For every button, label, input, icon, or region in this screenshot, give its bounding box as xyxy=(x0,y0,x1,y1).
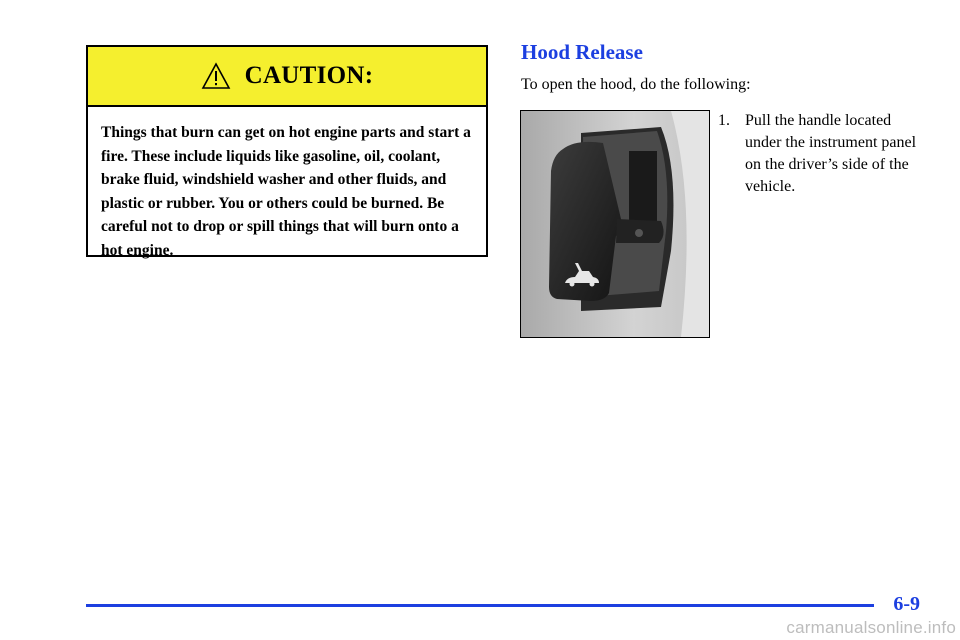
footer-rule xyxy=(86,604,874,607)
watermark: carmanualsonline.info xyxy=(786,618,956,637)
step-1 xyxy=(718,110,928,198)
caution-text: Things that burn can get on hot engine parts and start a fire. These include liquids like gasoline, oil, coolant, brake fluid, windshield washer and other fluids, and plastic or rubber. You or others could be burned. Be careful not to drop or spill things that will burn onto a hot engine. xyxy=(101,124,471,259)
caution-title: CAUTION: xyxy=(244,62,374,89)
step-text: Pull the handle located under the instrument panel on the driver’s side of the vehicle. xyxy=(745,112,917,195)
caution-header xyxy=(88,47,486,107)
hood-release-handle-icon xyxy=(521,111,709,337)
intro-text: To open the hood, do the following: xyxy=(521,76,751,93)
section-title: Hood Release xyxy=(521,40,643,64)
step-number: 1. xyxy=(718,112,730,129)
page-number: 6-9 xyxy=(893,593,920,615)
warning-triangle-icon xyxy=(201,62,231,90)
hood-release-figure xyxy=(520,110,710,338)
caution-box xyxy=(86,45,488,257)
